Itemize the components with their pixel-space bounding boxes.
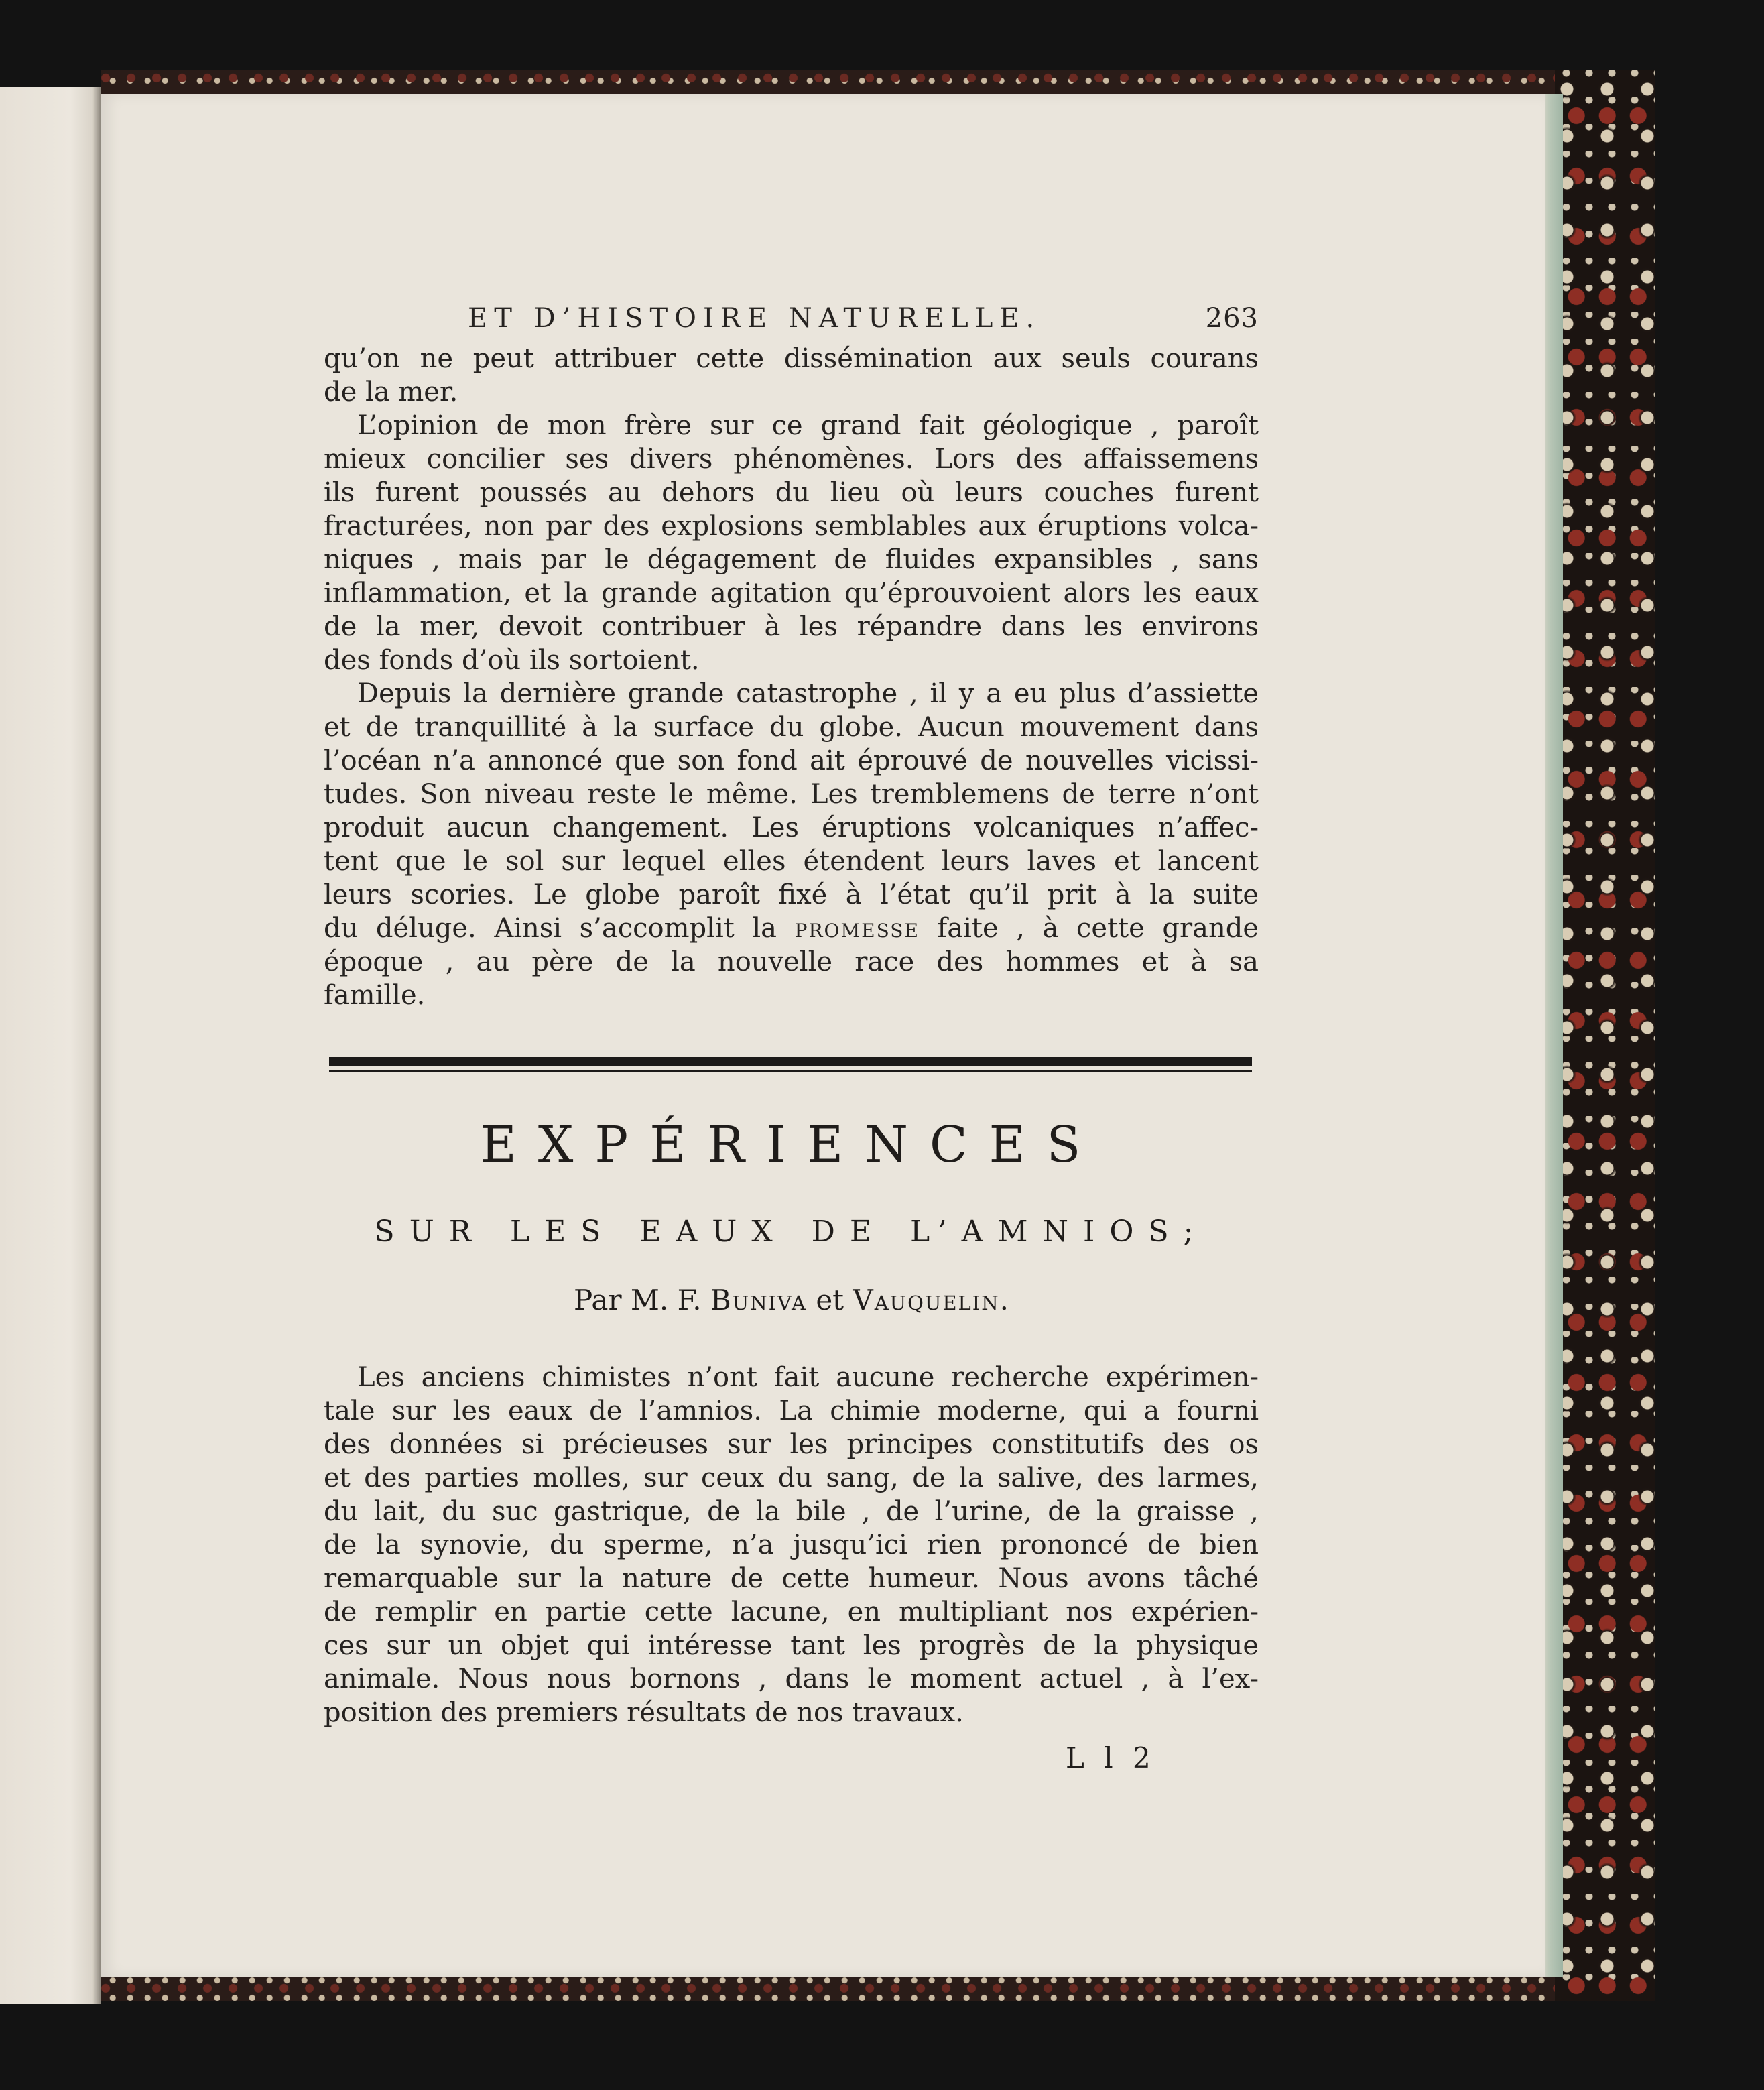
text-line: qu’on ne peut attribuer cette dissémination aux seuls courans: [324, 343, 1259, 374]
text-line: famille.: [324, 980, 426, 1011]
text-line: position des premiers résultats de nos travaux.: [324, 1697, 964, 1728]
marbled-cover-edge: [1555, 70, 1655, 2001]
article-subtitle: SUR LES EAUX DE L’AMNIOS;: [374, 1215, 1208, 1249]
article-title: EXPÉRIENCES: [480, 1116, 1102, 1174]
text-line: tale sur les eaux de l’amnios. La chimie moderne, qui a fourni: [324, 1396, 1259, 1426]
text-line-smallcaps: [324, 912, 1259, 945]
running-head: [324, 303, 1259, 336]
text-line: de remplir en partie cette lacune, en multipliant nos expérien-: [324, 1597, 1259, 1627]
byline-join: et: [806, 1284, 853, 1316]
author-vauquelin: Vauquelin: [853, 1284, 1000, 1316]
text-line: niques , mais par le dégagement de fluides expansibles , sans: [324, 544, 1259, 575]
author-buniva: Buniva: [710, 1284, 807, 1316]
text-line: Depuis la dernière grande catastrophe , il y a eu plus d’assiette: [357, 678, 1259, 709]
text-line: de la synovie, du sperme, n’a jusqu’ici rien prononcé de bien: [324, 1530, 1259, 1560]
rule-thick: [329, 1057, 1252, 1066]
running-title: ET D’HISTOIRE NATURELLE.: [468, 303, 1042, 334]
text-line: leurs scories. Le globe paroît fixé à l’état qu’il prit à la suite: [324, 879, 1259, 910]
article-byline: [324, 1284, 1259, 1316]
rule-thin: [329, 1070, 1252, 1072]
text-line: ils furent poussés au dehors du lieu où leurs couches furent: [324, 477, 1259, 508]
text-line: remarquable sur la nature de cette humeur. Nous avons tâché: [324, 1563, 1259, 1594]
text-line: tent que le sol sur lequel elles étendent leurs laves et lancent: [324, 846, 1259, 877]
text-line: animale. Nous nous bornons , dans le moment actuel , à l’ex-: [324, 1664, 1259, 1695]
text-line: inflammation, et la grande agitation qu’éprouvoient alors les eaux: [324, 578, 1259, 609]
text-line: fracturées, non par des explosions semblables aux éruptions volca-: [324, 511, 1259, 542]
text-line: tudes. Son niveau reste le même. Les tremblemens de terre n’ont: [324, 779, 1259, 810]
smallcaps-word: promesse: [794, 913, 920, 944]
text-line: et des parties molles, sur ceux du sang, de la salive, des larmes,: [324, 1463, 1259, 1493]
text-line: l’océan n’a annoncé que son fond ait éprouvé de nouvelles vicissi-: [324, 745, 1259, 776]
text-line: mieux concilier ses divers phénomènes. Lors des affaissemens: [324, 444, 1259, 475]
text-line: et de tranquillité à la surface du globe. Aucun mouvement dans: [324, 712, 1259, 743]
text-line: L’opinion de mon frère sur ce grand fait géologique , paroît: [357, 410, 1259, 441]
text-line: des fonds d’où ils sortoient.: [324, 645, 700, 676]
page-number: 263: [1205, 303, 1259, 334]
text-line: époque , au père de la nouvelle race des hommes et à sa: [324, 946, 1259, 977]
text-line: du lait, du suc gastrique, de la bile , de l’urine, de la graisse ,: [324, 1496, 1259, 1527]
text-run: faite , à cette grande: [919, 913, 1259, 944]
text-line: produit aucun changement. Les éruptions volcaniques n’affec-: [324, 812, 1259, 843]
byline-suffix: .: [999, 1284, 1009, 1316]
byline-prefix: Par M. F.: [574, 1284, 710, 1316]
text-line: Les anciens chimistes n’ont fait aucune recherche expérimen-: [357, 1362, 1259, 1393]
text-line: de la mer.: [324, 377, 458, 408]
text-line: des données si précieuses sur les principes constitutifs des os: [324, 1429, 1259, 1460]
text-line: de la mer, devoit contribuer à les répandre dans les environs: [324, 611, 1259, 642]
text-run: du déluge. Ainsi s’accomplit la: [324, 913, 795, 944]
text-line: ces sur un objet qui intéresse tant les progrès de la physique: [324, 1630, 1259, 1661]
section-rule: [329, 1057, 1252, 1072]
previous-page-edge: [0, 87, 101, 2004]
signature-mark: L l 2: [1066, 1741, 1156, 1774]
